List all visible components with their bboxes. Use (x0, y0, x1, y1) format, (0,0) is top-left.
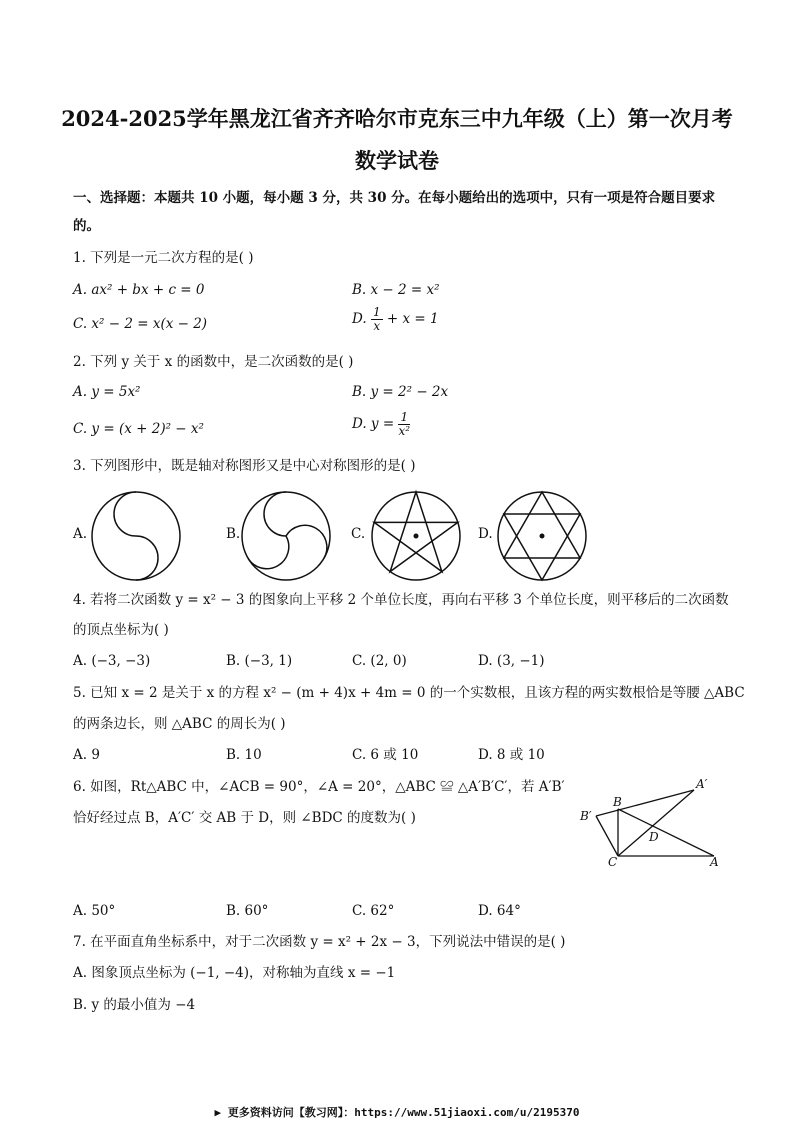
q5-stem: 5. 已知 x = 2 是关于 x 的方程 x² − (m + 4)x + 4m = 0 的一个实数根，且该方程的两实数根恰是等腰 △ABC (73, 685, 745, 701)
q7-stem: 7. 在平面直角坐标系中，对于二次函数 y = x² + 2x − 3，下列说法中错误的是( ) (73, 934, 566, 950)
title-line-2: 数学试卷 (355, 148, 439, 173)
q1-d-rest: + x = 1 (386, 311, 439, 327)
q7-option-a: A. 图象顶点坐标为 (−1, −4)，对称轴为直线 x = −1 (73, 965, 396, 981)
q1-d-fraction (371, 306, 383, 333)
q5-option-b: B. 10 (226, 747, 262, 763)
q2-option-b: B. y = 2² − 2x (352, 384, 449, 400)
q2-option-d (352, 411, 410, 438)
q6-stem-cont: 恰好经过点 B，A′C′ 交 AB 于 D，则 ∠BDC 的度数为( ) (73, 810, 416, 826)
fig-label-a: A (710, 855, 719, 868)
q2-d-label: D. y = (352, 416, 395, 432)
q1-option-b: B. x − 2 = x² (352, 282, 440, 298)
q2-d-fraction (398, 411, 410, 438)
q6-option-a: A. 50° (73, 903, 116, 919)
q6-stem: 6. 如图，Rt△ABC 中，∠ACB = 90°，∠A = 20°，△ABC ≌ △A′B′C′，若 A′B′ (73, 779, 565, 795)
fig-label-b: B (613, 795, 622, 809)
q4-stem: 4. 若将二次函数 y = x² − 3 的图象向上平移 2 个单位长度，再向右平移 3 个单位长度，则平移后的二次函数 (73, 592, 729, 608)
q7-option-b: B. y 的最小值为 −4 (73, 997, 196, 1013)
fig-label-d: D (649, 830, 659, 844)
q1-option-a: A. ax² + bx + c = 0 (73, 282, 205, 298)
q3-option-b-label: B. (226, 526, 241, 542)
q3-option-a-label: A. (73, 526, 88, 542)
q1-d-label: D. (352, 311, 367, 327)
section-heading: 一、选择题：本题共 10 小题，每小题 3 分，共 30 分。在每小题给出的选项中，只有一项是符合题目要求 (73, 190, 716, 206)
q1-stem: 1. 下列是一元二次方程的是( ) (73, 250, 254, 266)
fig-label-b-prime: B′ (580, 809, 592, 823)
q2-d-den: x² (398, 424, 411, 438)
q3-figure-c-pentagram-icon (368, 488, 464, 584)
q3-option-d-label: D. (478, 526, 493, 542)
footer-link[interactable]: ▶ 更多资料访问【教习网】：https://www.51jiaoxi.com/u/2195370 (214, 1106, 580, 1119)
q5-option-c: C. 6 或 10 (352, 747, 419, 763)
q4-option-c: C. (2, 0) (352, 653, 407, 669)
q5-stem-cont: 的两条边长，则 △ABC 的周长为( ) (73, 716, 286, 732)
q6-option-d: D. 64° (478, 903, 521, 919)
q2-d-num: 1 (400, 410, 409, 424)
q3-figure-d-hexagram-icon (494, 488, 590, 584)
q3-figure-a-yinyang-icon (88, 488, 184, 584)
fig-label-a-prime: A′ (696, 777, 708, 791)
q5-option-d: D. 8 或 10 (478, 747, 545, 763)
q2-option-c: C. y = (x + 2)² − x² (73, 421, 204, 437)
q3-stem: 3. 下列图形中，既是轴对称图形又是中心对称图形的是( ) (73, 458, 416, 474)
q1-d-num: 1 (372, 305, 381, 319)
q6-option-b: B. 60° (226, 903, 269, 919)
q3-figure-b-triskelion-icon (238, 488, 334, 584)
q1-d-den: x (373, 319, 381, 333)
q4-option-d: D. (3, −1) (478, 653, 545, 669)
q2-stem: 2. 下列 y 关于 x 的函数中，是二次函数的是( ) (73, 354, 354, 370)
q1-option-c: C. x² − 2 = x(x − 2) (73, 316, 208, 332)
q6-triangle-figure (576, 776, 726, 868)
q6-option-c: C. 62° (352, 903, 395, 919)
q5-option-a: A. 9 (73, 747, 100, 763)
section-heading-cont: 的。 (73, 218, 100, 234)
fig-label-c: C (608, 855, 618, 868)
q3-option-c-label: C. (351, 526, 366, 542)
q4-option-a: A. (−3, −3) (73, 653, 151, 669)
q1-option-d (352, 306, 439, 333)
title-line-1: 2024-2025学年黑龙江省齐齐哈尔市克东三中九年级（上）第一次月考 (61, 106, 733, 131)
q2-option-a: A. y = 5x² (73, 384, 141, 400)
q4-option-b: B. (−3, 1) (226, 653, 293, 669)
q4-stem-cont: 的顶点坐标为( ) (73, 622, 169, 638)
